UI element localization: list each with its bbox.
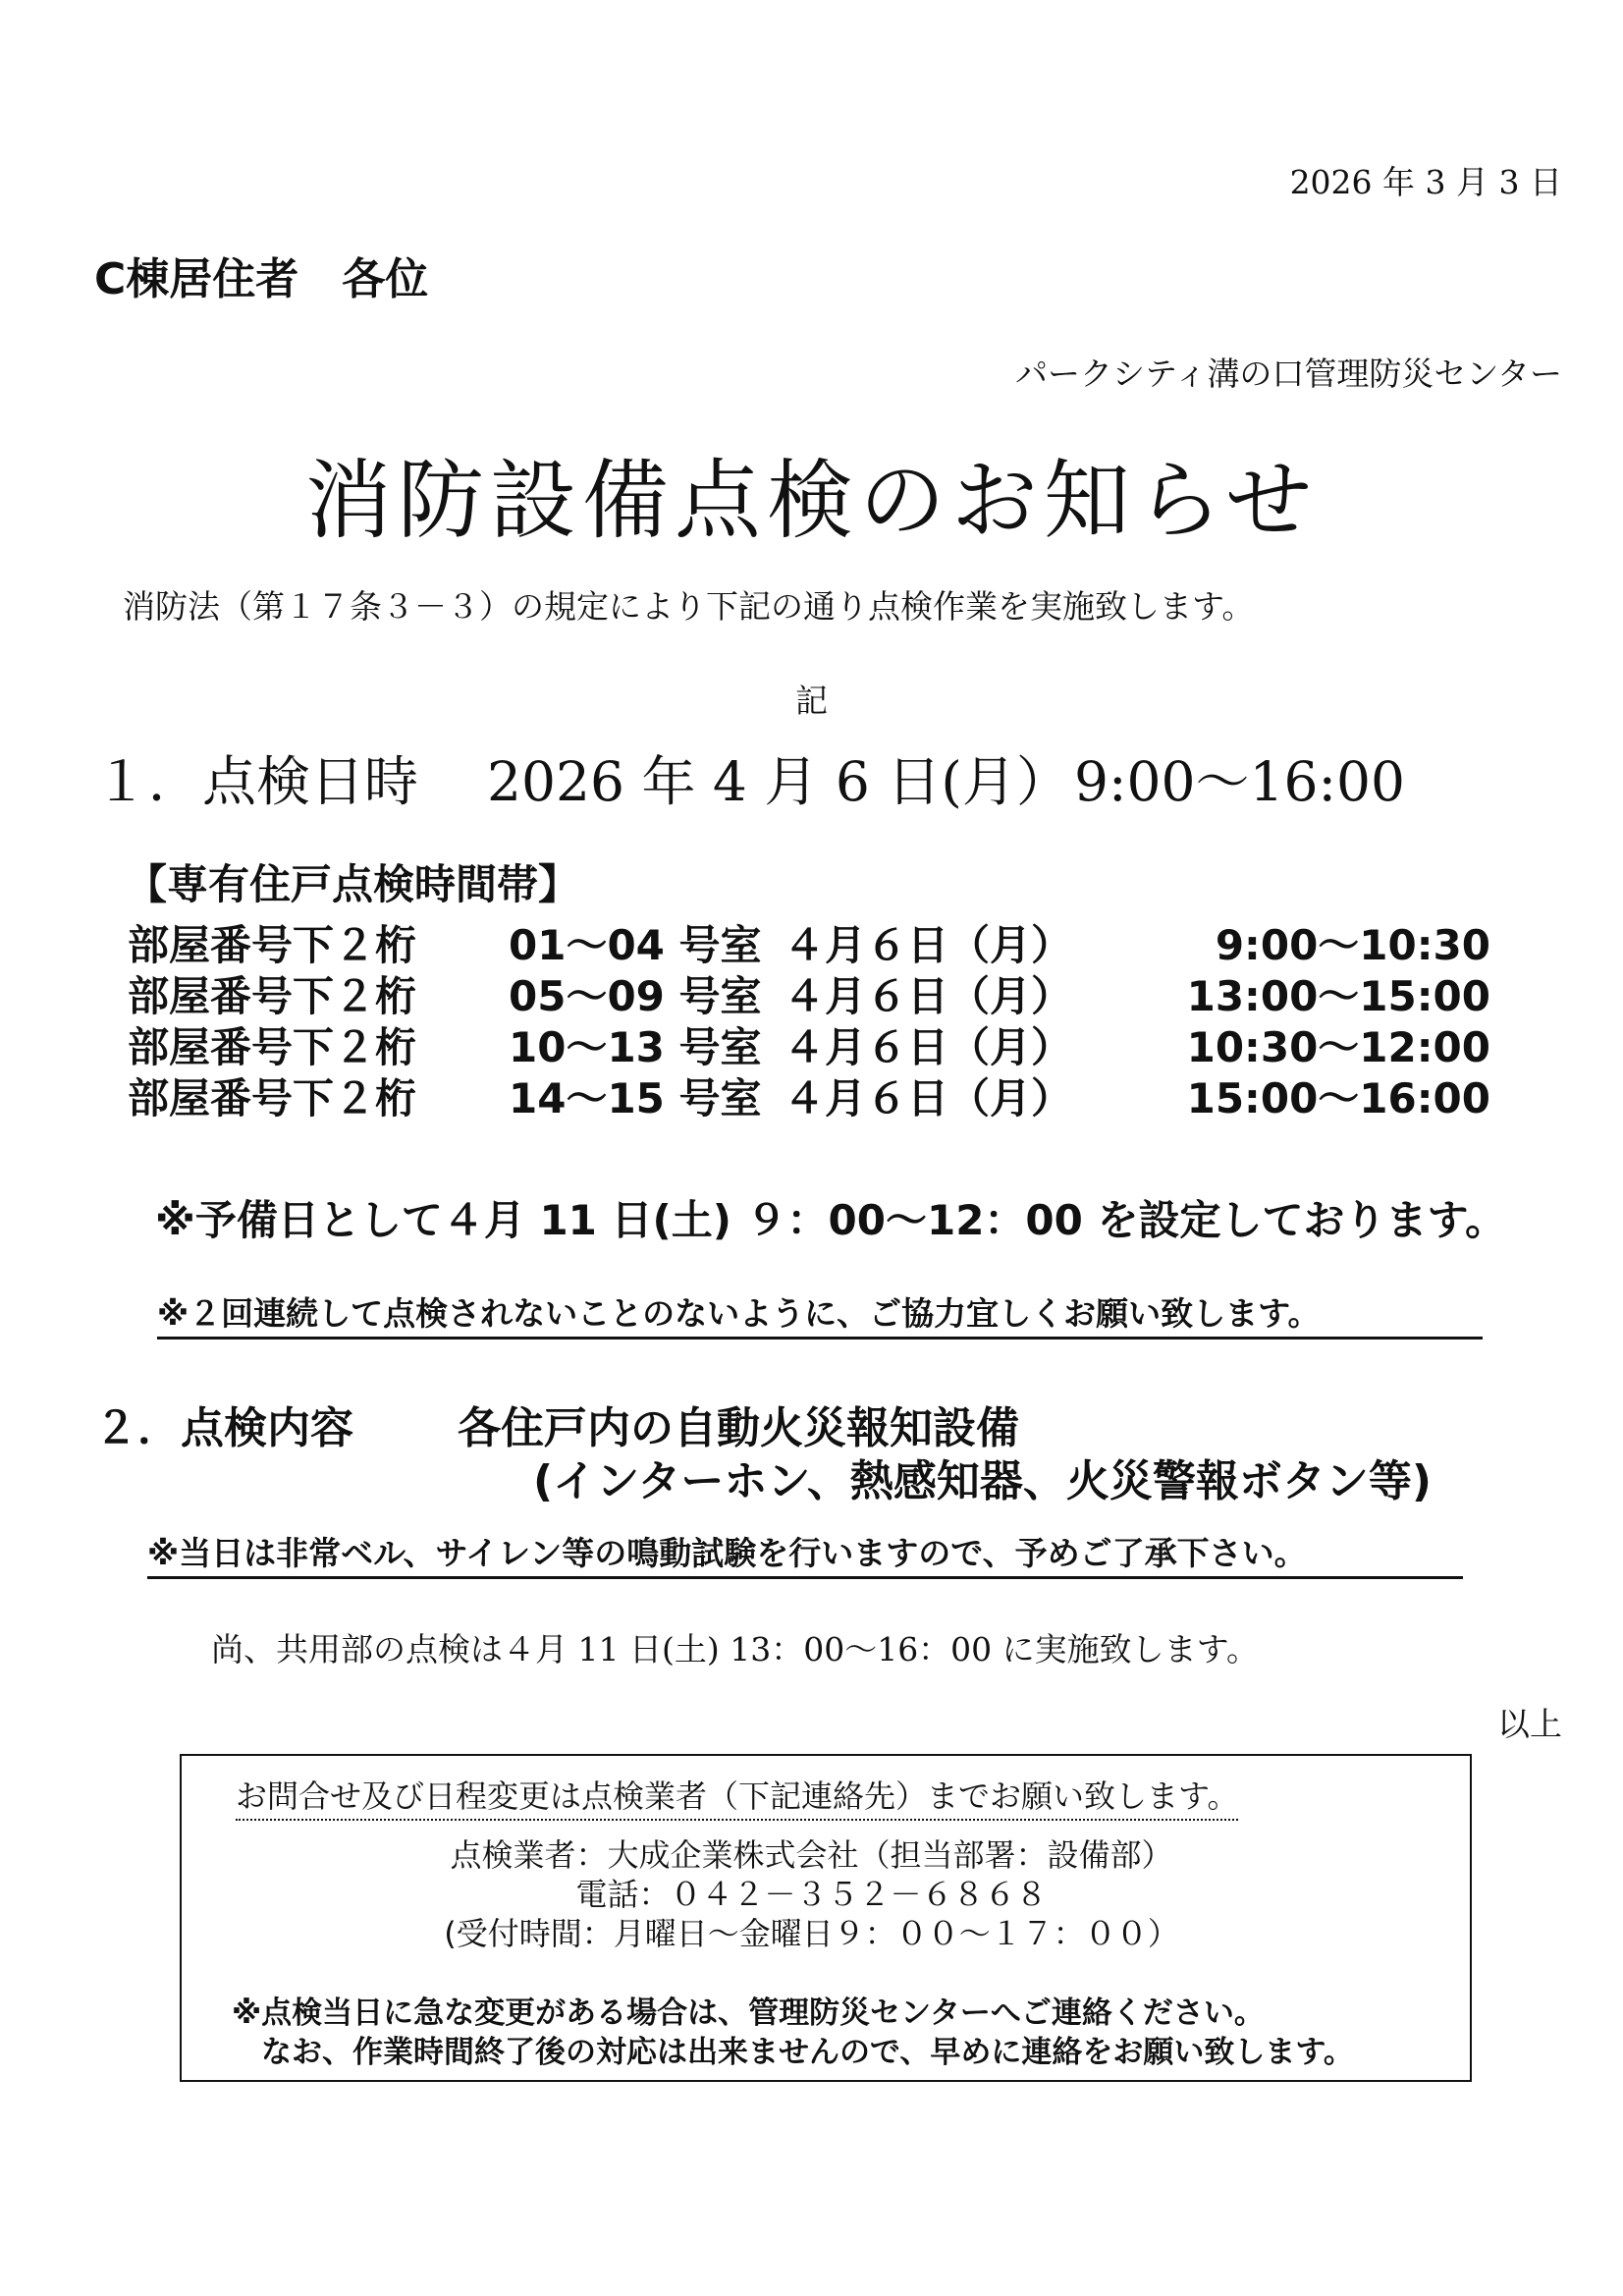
row-date: ４月６日（月） <box>784 921 1073 969</box>
contact-heading: お問合せ及び日程変更は点検業者（下記連絡先）までお願い致します。 <box>236 1772 1238 1821</box>
row-time: 9:00～10:30 <box>1215 921 1490 969</box>
section1-time: 9:00～16:00 <box>1074 750 1406 813</box>
addressee: C棟居住者 各位 <box>94 254 429 304</box>
section1-label: １．点検日時 <box>94 750 419 813</box>
issue-date: 2026 年 3 月 3 日 <box>1289 163 1562 201</box>
contractor-name: 点検業者：大成企業株式会社（担当部署：設備部） <box>450 1836 1173 1874</box>
row-date: ４月６日（月） <box>784 972 1073 1020</box>
urgent-change-note: ※点検当日に急な変更がある場合は、管理防災センターへご連絡ください。 <box>232 1995 1265 2031</box>
page-title: 消防設備点検のお知らせ <box>304 450 1319 551</box>
sender: パークシティ溝の口管理防災センター <box>1014 355 1562 393</box>
timezone-row <box>128 913 1502 969</box>
room-range: 01～04 号室 <box>509 921 762 969</box>
inspection-datetime <box>94 738 1406 816</box>
room-label: 部屋番号下２桁 <box>128 1074 417 1122</box>
section2-label: ２．点検内容 <box>94 1403 353 1453</box>
common-area-note: 尚、共用部の点検は４月 11 日(土) 13：00～16：00 に実施致します。 <box>211 1630 1260 1668</box>
room-range: 05～09 号室 <box>509 972 762 1020</box>
cooperation-note: ※２回連続して点検されないことのないように、ご協力宜しくお願い致します。 <box>157 1288 1483 1339</box>
room-label: 部屋番号下２桁 <box>128 972 417 1020</box>
timezone-heading: 【専有住戸点検時間帯】 <box>126 860 580 908</box>
closing-mark: 以上 <box>1497 1705 1562 1743</box>
timezone-row <box>128 964 1502 1020</box>
reception-hours: (受付時間：月曜日～金曜日９：００～１７：００） <box>444 1915 1179 1952</box>
row-date: ４月６日（月） <box>784 1023 1073 1071</box>
ki-marker: 記 <box>795 682 828 720</box>
row-time: 13:00～15:00 <box>1186 972 1490 1020</box>
room-label: 部屋番号下２桁 <box>128 921 417 969</box>
section2-line2: (インターホン、熱感知器、火災警報ボタン等) <box>533 1456 1432 1506</box>
contractor-phone: 電話：０４２－３５２－６８６８ <box>575 1876 1048 1913</box>
intro-text: 消防法（第１７条３－３）の規定により下記の通り点検作業を実施致します。 <box>123 587 1255 626</box>
section2-line1: 各住戸内の自動火災報知設備 <box>458 1403 1019 1453</box>
row-time: 10:30～12:00 <box>1186 1023 1490 1071</box>
timezone-row <box>128 1066 1502 1122</box>
reserve-day-note: ※予備日として４月 11 日(土) ９：00～12：00 を設定しております。 <box>155 1196 1507 1244</box>
row-time: 15:00～16:00 <box>1186 1074 1490 1122</box>
after-hours-note: なお、作業時間終了後の対応は出来ませんので、早めに連絡をお願い致します。 <box>261 2035 1354 2070</box>
row-date: ４月６日（月） <box>784 1074 1073 1122</box>
timezone-row <box>128 1015 1502 1071</box>
room-range: 14～15 号室 <box>509 1074 762 1122</box>
room-label: 部屋番号下２桁 <box>128 1023 417 1071</box>
section1-date: 2026 年 4 月 6 日(月） <box>487 750 1070 813</box>
alarm-test-note: ※当日は非常ベル、サイレン等の鳴動試験を行いますので、予めご了承下さい。 <box>147 1528 1463 1579</box>
room-range: 10～13 号室 <box>509 1023 762 1071</box>
